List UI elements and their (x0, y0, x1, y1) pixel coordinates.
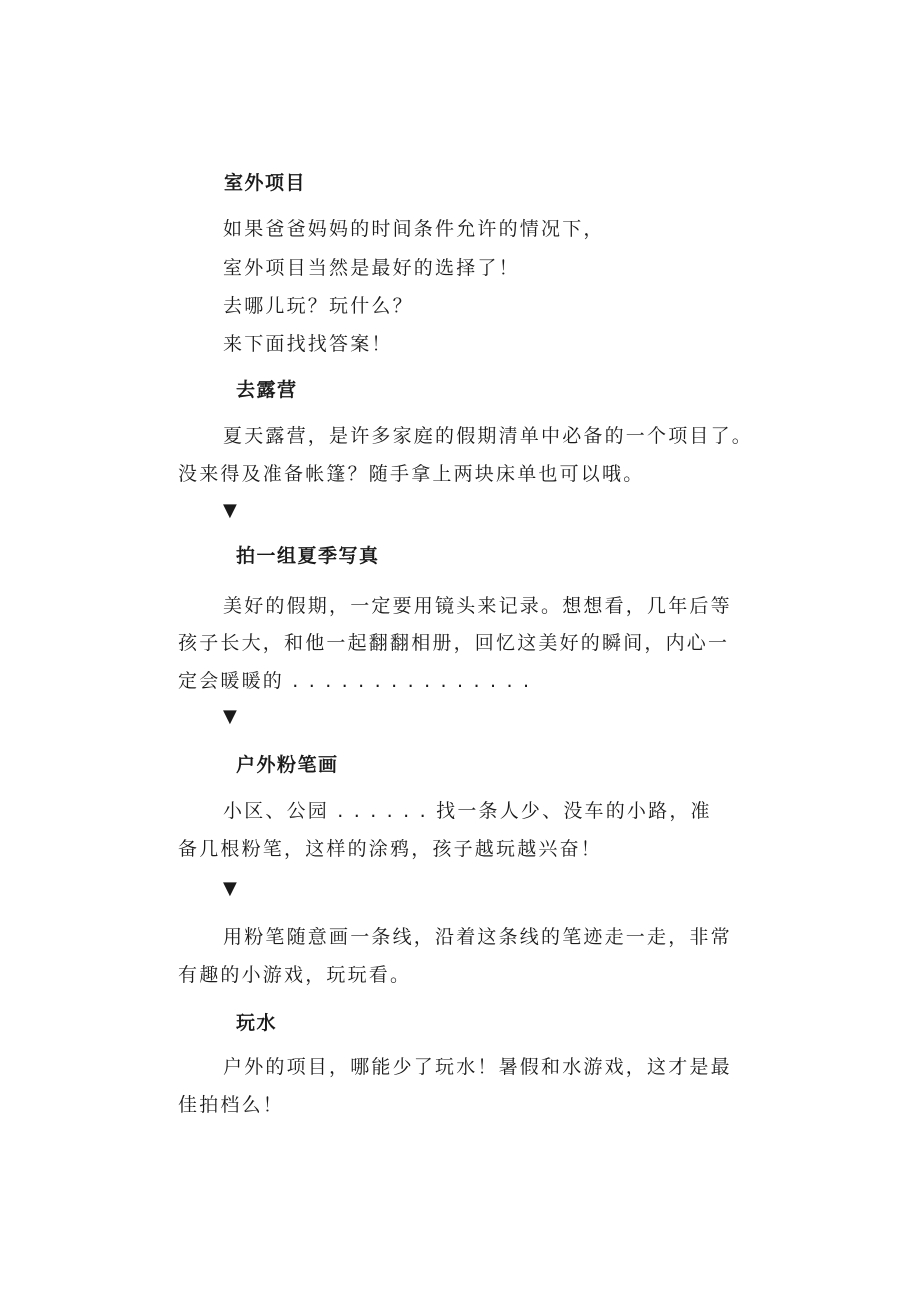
chalk-line-1: 小区、公园 . . . . . . 找一条人少、没车的小路，准 (223, 800, 712, 822)
down-triangle-icon: ▼ (223, 878, 237, 899)
down-triangle-icon: ▼ (223, 706, 237, 727)
water-line-2: 佳拍档么！ (178, 1094, 285, 1116)
section-title-photo: 拍一组夏季写真 (236, 545, 380, 567)
camping-line-2: 没来得及准备帐篷？随手拿上两块床单也可以哦。 (178, 463, 645, 485)
camping-line-1: 夏天露营，是许多家庭的假期清单中必备的一个项目了。 (223, 425, 754, 447)
intro-title: 室外项目 (224, 172, 307, 194)
intro-line-2: 室外项目当然是最好的选择了！ (223, 257, 520, 279)
section-title-water: 玩水 (236, 1012, 278, 1034)
intro-line-3: 去哪儿玩？玩什么？ (223, 295, 414, 317)
photo-line-2: 孩子长大，和他一起翻翻相册，回忆这美好的瞬间，内心一 (178, 632, 730, 654)
intro-line-1: 如果爸爸妈妈的时间条件允许的情况下， (223, 218, 605, 240)
section-title-camping: 去露营 (236, 379, 298, 401)
photo-line-1: 美好的假期，一定要用镜头来记录。想想看，几年后等 (223, 595, 732, 617)
chalk-extra-line-1: 用粉笔随意画一条线，沿着这条线的笔迹走一走，非常 (223, 926, 732, 948)
chalk-extra-line-2: 有趣的小游戏，玩玩看。 (178, 964, 412, 986)
intro-line-4: 来下面找找答案！ (223, 333, 393, 355)
section-title-chalk: 户外粉笔画 (236, 754, 339, 776)
chalk-line-2: 备几根粉笔，这样的涂鸦，孩子越玩越兴奋！ (178, 838, 603, 860)
down-triangle-icon: ▼ (223, 500, 237, 521)
photo-line-3: 定会暖暖的 . . . . . . . . . . . . . . . (178, 670, 532, 692)
water-line-1: 户外的项目，哪能少了玩水！暑假和水游戏，这才是最 (223, 1056, 732, 1078)
